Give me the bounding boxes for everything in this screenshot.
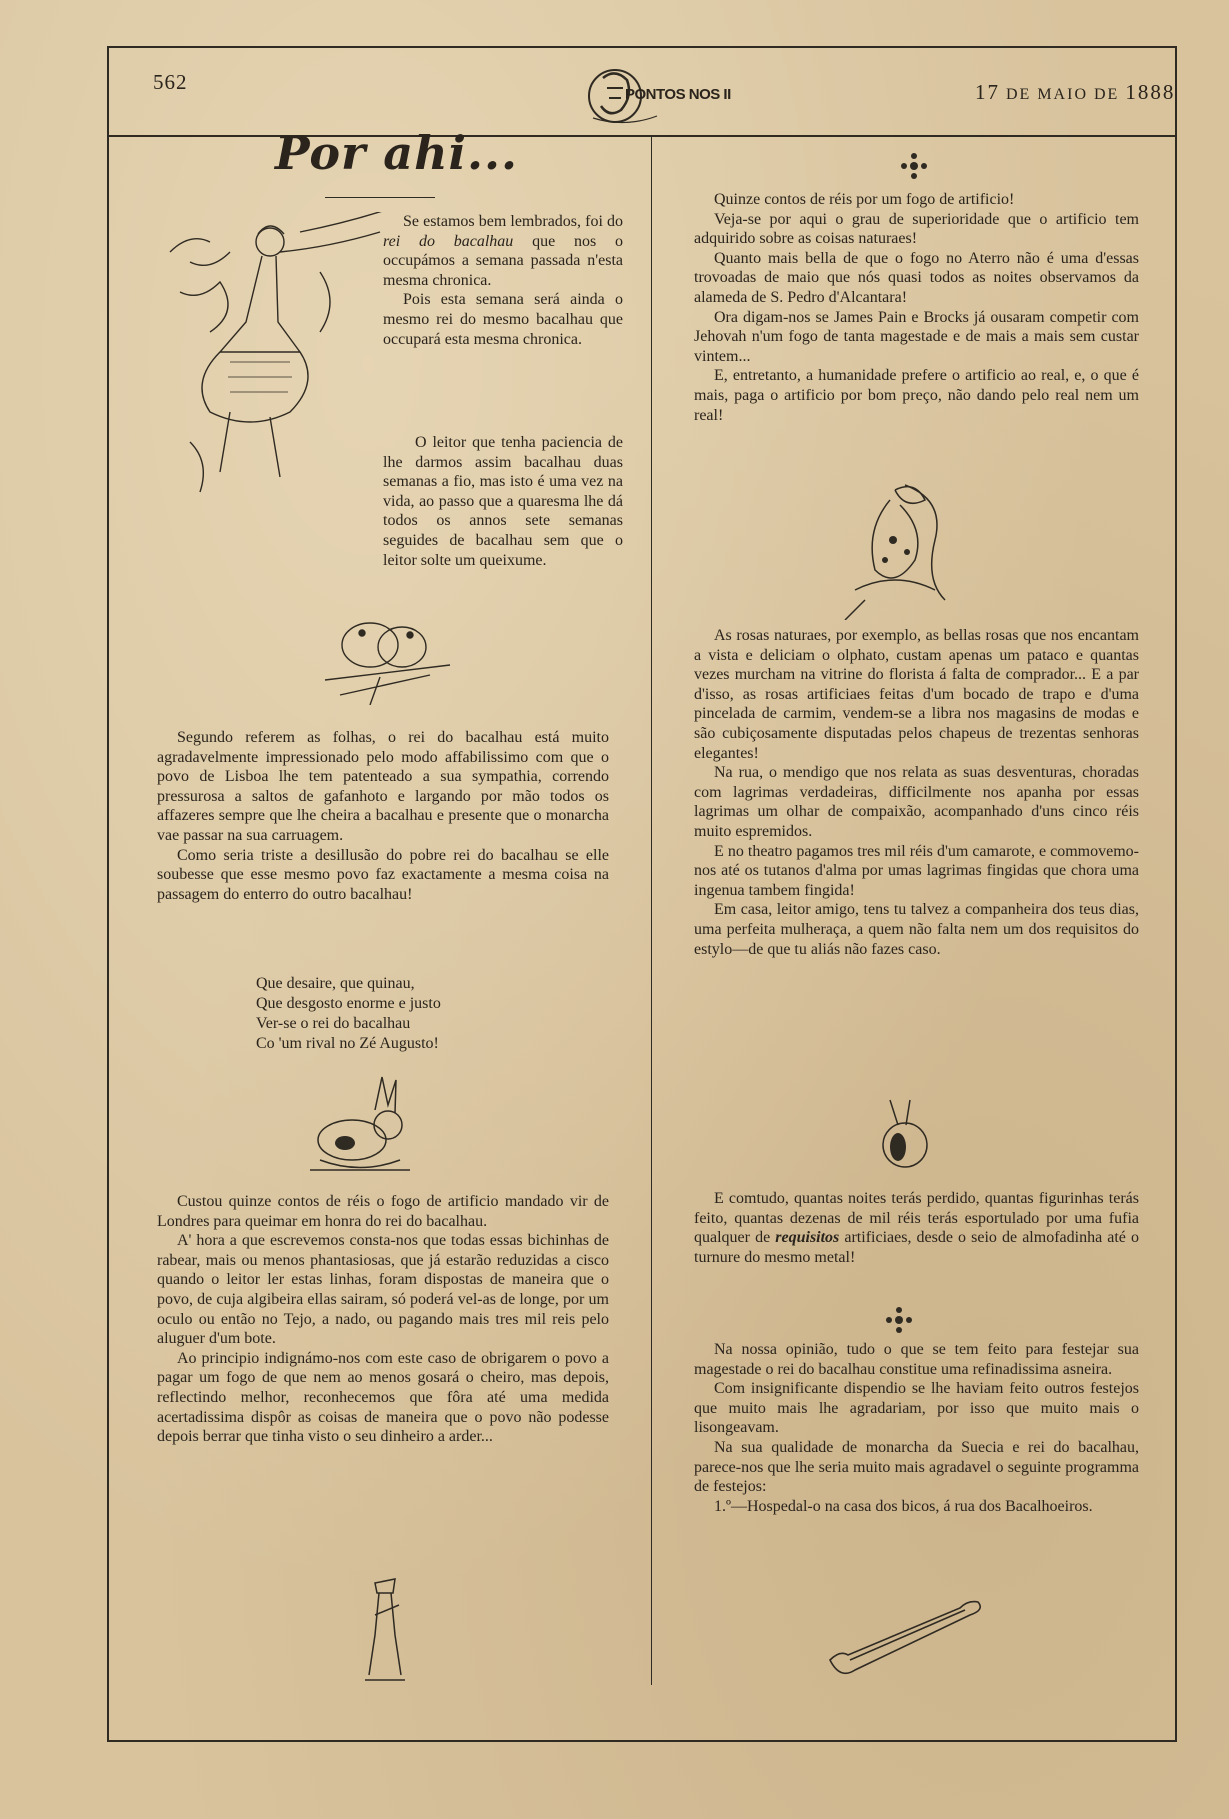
column-divider: [651, 135, 652, 1685]
paragraph-roses: As rosas naturaes, por exemplo, as bellas rosas que nos encantam a vista e deliciam o olphato, custam apenas um pataco e quantas vezes murcham na vitrine do florista á falta de comprador... E a par d'isso, as rosas artificiaes feitas d'um bocado de trapo e d'uma pincelada de carmim, vendem-se a libra nos magasins de modas e são cubiçosamente disputadas pelos chapeus de trezentas senhoras elegantes! Na rua, o mendigo que nos relata as suas desventuras, choradas com lagrimas verdadeiras, difficilmente nos apanha por essas lagrimas um olhar de compaixão, acompanhado d'uns cinco réis muito espremidos. E no theatro pagamos tres mil réis d'um camarote, e commovemo-nos até os tutanos d'alma por umas lagrimas fingidas que chora uma ingenua tambem fingida! Em casa, leitor amigo, tens tu talvez a companheira dos teus dias, uma perfeita mulheraça, a quem não falta nem um dos requisitos do estylo—de que tu aliás não fazes caso.: [694, 627, 1139, 958]
page-number: 562: [153, 70, 188, 94]
date-day: 17: [975, 80, 1000, 104]
ornament-icon: [900, 152, 928, 180]
article-title: Por ahi...: [275, 126, 519, 180]
header-rule: [107, 135, 1177, 137]
birds-illustration: [320, 605, 455, 705]
parrot-illustration: [835, 480, 965, 620]
intro-paragraph: Se estamos bem lembrados, foi do rei do bacalhau que nos o occupámos a semana passada n'esta mesma chronica. Pois esta semana será ainda o mesmo rei do mesmo bacalhau que occupará esta mesma chronica.: [383, 213, 624, 348]
verse-line: Que desgosto enorme e justo: [256, 995, 441, 1012]
date-month: MAIO: [1037, 86, 1088, 103]
issue-date: [975, 80, 1175, 105]
date-de: DE: [1094, 86, 1120, 103]
arm-illustration: [820, 1600, 990, 1685]
girl-with-branch-illustration: [150, 212, 400, 512]
verse-line: Que desaire, que quinau,: [256, 975, 415, 992]
emphasis: requisitos: [775, 1229, 840, 1247]
verse-line: Ver-se o rei do bacalhau: [256, 1015, 411, 1032]
intro-paragraph-2: O leitor que tenha paciencia de lhe darmos assim bacalhau duas semanas a fio, mas isto é uma vez na vida, ao passo que a quaresma lhe dá todos os annos sete semanas seguides de bacalhau sem que o leitor solte um queixume.: [383, 434, 623, 569]
paragraph-fireworks: Custou quinze contos de réis o fogo de artificio mandado vir de Londres para queimar em honra do rei do bacalhau. A' hora a que escrevemos consta-nos que todas essas bichinhas de rabear, mais ou menos phantasiosas, que já estarão reduzidas a cisco quando o leitor ler estas linhas, foram dispostas de maneira que o povo, de cuja algibeira ellas sairam, só poderá vel-as de longe, por um oculo ou então no Tejo, a nado, ou pagando mais tres mil reis pelo aluguer d'um bote. Ao principio indignámo-nos com este caso de obrigarem o povo a pagar um fogo de que nem ao menos gosará o cheiro, mas depois, reflectindo melhor, reconhecemos que fôra até uma medida acertadissima dispôr as coisas de maneira que o povo não podesse depois berrar que tinha visto o seu dinheiro a arder...: [157, 1193, 609, 1446]
ornament-icon: [885, 1306, 913, 1334]
date-year: 1888: [1125, 80, 1176, 104]
date-de: DE: [1006, 86, 1032, 103]
paragraph-festivities: Na nossa opinião, tudo o que se tem feito para festejar sua magestade o rei do bacalhau constitue uma refinadissima asneira. Com insignificante dispendio se lhe haviam feito outros festejos que muito mais lhe agradariam, por isso que muito mais o lisongeavam. Na sua qualidade de monarcha da Suecia e rei do bacalhau, parece-nos que lhe seria muito mais agradavel o seguinte programma de festejos: 1.º—Hospedal-o na casa dos bicos, á rua dos Bacalhoeiros.: [694, 1341, 1139, 1515]
poem-verse: [256, 974, 441, 1054]
rabbit-small-illustration: [870, 1095, 940, 1175]
figure-illustration: [355, 1575, 415, 1687]
title-rule: [325, 197, 435, 198]
verse-line: Co 'um rival no Zé Augusto!: [256, 1035, 439, 1052]
paragraph-requisites: E comtudo, quantas noites terás perdido, quantas figurinhas terás feito, quantas dezenas de mil réis terás esportulado por uma fufia qualquer de requisitos artificiaes, desde o seio de almofadinha até o turnure do mesmo metal!: [694, 1190, 1140, 1266]
paragraph-king-reception: Segundo referem as folhas, o rei do bacalhau está muito agradavelmente impressionado pelo modo affabilissimo com que o povo de Lisboa lhe tem patenteado a sua sympathia, correndo pressurosa a saltos de gafanhoto e largando por mão todos os affazeres sempre que lhe cheira a bacalhau e presente que o monarcha vae passar na sua carruagem. Como seria triste a desillusão do pobre rei do bacalhau se elle soubesse que esse mesmo povo faz exactamente a mesma coisa na passagem do enterro do outro bacalhau!: [157, 729, 609, 903]
emphasis: rei do bacalhau: [383, 232, 514, 250]
masthead-title: PONTOS NOS II: [625, 86, 731, 103]
paragraph-artifice: Quinze contos de réis por um fogo de artificio! Veja-se por aqui o grau de superioridade que o artificio tem adquirido sobre as coisas naturaes! Quanto mais bella de que o fogo no Aterro não é uma d'essas trovoadas de maio que nós quasi todos as noites observamos da alameda de S. Pedro d'Alcantara! Ora digam-nos se James Pain e Brocks já ousaram competir com Jehovah n'um fogo de tanta magestade e de mais a mais sem custar vintem... E, entretanto, a humanidade prefere o artificio ao real, e, o que é mais, paga o artificio por bom preço, não dando pelo real nem um real!: [694, 191, 1139, 424]
rabbit-illustration: [300, 1075, 420, 1180]
